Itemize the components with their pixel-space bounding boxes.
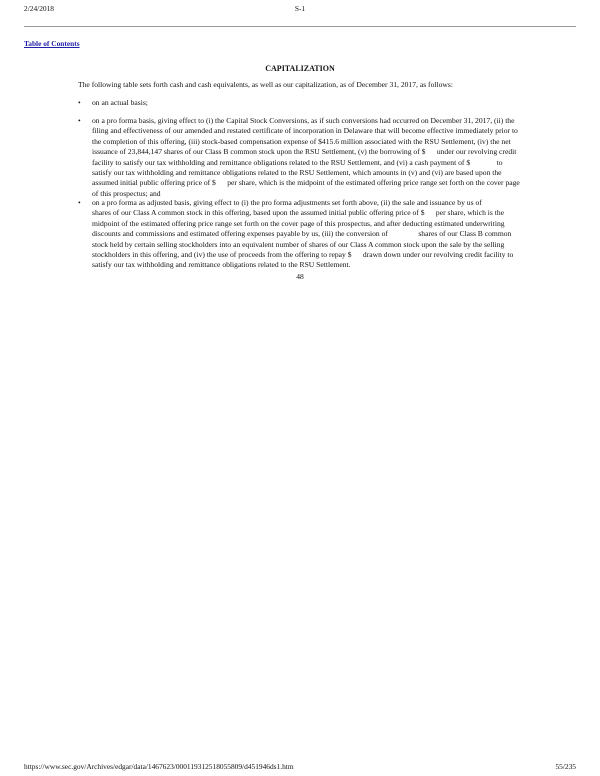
bullet-line: midpoint of the estimated offering price range set forth on the cover page of this prospectus, and after deducting estimated underwriting bbox=[92, 218, 505, 228]
bullet-item-pro-forma bbox=[92, 116, 520, 199]
bullet-line: on a pro forma as adjusted basis, giving effect to (i) the pro forma adjustments set forth above, (ii) the sale and issuance by us of bbox=[92, 198, 482, 207]
section-title: CAPITALIZATION bbox=[265, 64, 335, 73]
bullet-line: discounts and commissions and estimated offering expenses payable by us, (iii) the conversion of shares of our Class B common bbox=[92, 229, 512, 239]
bullet-line: satisfy our tax withholding and remittance obligations related to the RSU Settlement, which amounts in (v) and (vi) are based upon the bbox=[92, 167, 502, 177]
footer-url: https://www.sec.gov/Archives/edgar/data/1467623/000119312518055809/d451946ds1.htm bbox=[24, 762, 294, 771]
bullet-line: on a pro forma basis, giving effect to (i) the Capital Stock Conversions, as if such conversions had occurred on December 31, 2017, (ii) the bbox=[92, 116, 515, 125]
bullet-line: issuance of 23,844,147 shares of our Class B common stock upon the RSU Settlement, (v) the borrowing of $ under our revolving credit bbox=[92, 147, 517, 157]
bullet-line: satisfy our tax withholding and remittance obligations related to the RSU Settlement. bbox=[92, 260, 351, 270]
bullet-line: facility to satisfy our tax withholding and remittance obligations related to the RSU Settlement, and (vi) a cash payment of $ to bbox=[92, 157, 503, 167]
intro-paragraph: The following table sets forth cash and cash equivalents, as well as our capitalization, as of December 31, 2017, as follows: bbox=[78, 80, 453, 89]
bullet-line: on an actual basis; bbox=[92, 98, 148, 107]
bullet-line: of this prospectus; and bbox=[92, 188, 161, 198]
bullet-marker: • bbox=[78, 198, 81, 207]
table-of-contents-link[interactable]: Table of Contents bbox=[24, 39, 80, 48]
header-title: S-1 bbox=[294, 4, 306, 13]
bullet-line: stockholders in this offering, and (iv) the use of proceeds from the offering to repay $ drawn down under our revolving credit facility to bbox=[92, 249, 514, 259]
bullet-marker: • bbox=[78, 116, 81, 125]
bullet-line: filing and effectiveness of our amended and restated certificate of incorporation in Delaware that will become effective immediately prior to bbox=[92, 126, 518, 136]
header-divider bbox=[24, 26, 576, 27]
bullet-line: stock held by certain selling stockholders into an equivalent number of shares of our Class A common stock upon the sale by the selling bbox=[92, 239, 505, 249]
bullet-marker: • bbox=[78, 98, 81, 107]
bullet-line: assumed initial public offering price of $ per share, which is the midpoint of the estimated offering price range set forth on the cover page bbox=[92, 178, 520, 188]
footer-page-count: 55/235 bbox=[555, 762, 576, 771]
bullet-item-actual bbox=[92, 98, 148, 108]
bullet-line: shares of our Class A common stock in this offering, based upon the assumed initial public offering price of $ per share, which is the bbox=[92, 208, 505, 218]
bullet-line: the completion of this offering, (iii) stock-based compensation expense of $415.6 million associated with the RSU Settlement, (iv) the net bbox=[92, 136, 511, 146]
header-date: 2/24/2018 bbox=[24, 4, 54, 13]
page-number: 48 bbox=[296, 272, 304, 281]
bullet-item-pro-forma-adjusted bbox=[92, 198, 513, 271]
